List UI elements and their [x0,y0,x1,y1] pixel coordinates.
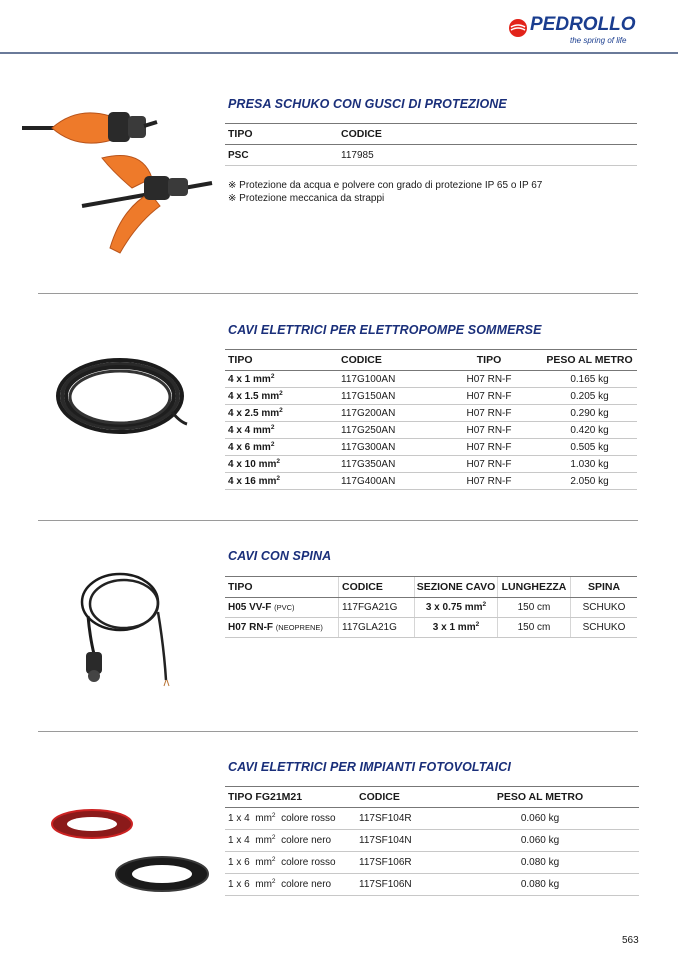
cell-lunghezza: 150 cm [498,618,571,638]
cell-peso: 0.080 kg [441,852,639,874]
cell-tipo [225,808,356,830]
cell-peso: 0.290 kg [542,405,637,422]
cell-tipo-cavo: H07 RN-F [436,456,542,473]
cable-size: 1 x 6 mm [228,857,272,868]
cable-unit: mm [258,475,277,487]
cable-unit: mm [261,390,280,402]
cable-unit-exp: 2 [271,812,276,819]
cell-peso: 0.060 kg [441,830,639,852]
section-value: 3 x 0.75 mm [425,602,483,613]
note-item: ※ Protezione meccanica da strappi [228,193,385,204]
cable-with-plug-image [72,568,182,688]
cable-unit: mm [258,458,277,470]
table-row [225,852,639,874]
table-row [225,874,639,896]
cable-color: colore nero [281,835,332,846]
cell-peso: 1.030 kg [542,456,637,473]
cable-unit-exp: 2 [276,457,281,465]
table-row [225,473,637,490]
cell-tipo [225,618,339,638]
brand-name: PEDROLLO [530,14,636,35]
table-row [225,422,637,439]
schuko-plug-image [22,88,222,258]
photovoltaic-cables-table: TIPO FG21M21 CODICE PESO AL METRO 1 x 4 $mm^2$ colore rosso 117SF104R 0.060 kg 1 x 4 $mm^2$ colore nero 117SF104N 0.060 kg 1 x 6 $mm^2$ colore rosso 117SF106R 0.080 kg 1 x 6 $mm^2$ colore nero 117SF106N 0.080 kg [225,786,639,896]
cell-codice: 117SF104N [356,830,441,852]
col-header-codice: CODICE [338,124,637,145]
section-title-photovoltaic-cables: CAVI ELETTRICI PER IMPIANTI FOTOVOLTAICI [228,760,511,774]
cell-spina: SCHUKO [571,618,638,638]
cell-peso: 0.420 kg [542,422,637,439]
cable-size: 4 x 4 [228,424,251,436]
cell-tipo-cavo: H07 RN-F [436,405,542,422]
coiled-cable-image [52,352,192,442]
cell-tipo [225,439,338,456]
section-title-cables-with-plug: CAVI CON SPINA [228,549,332,563]
cable-unit-exp: 2 [270,423,275,431]
page-number: 563 [622,935,639,946]
cell-tipo [225,405,338,422]
cable-size: 4 x 1 [228,373,251,385]
cable-unit-exp: 2 [279,406,283,414]
pedrollo-logo-icon [508,18,528,38]
cell-codice: 117GLA21G [339,618,415,638]
cell-peso: 0.165 kg [542,371,637,388]
cell-tipo [225,473,338,490]
cell-codice: 117G150AN [338,388,436,405]
cable-size: 4 x 10 [228,458,256,470]
cell-peso: 0.205 kg [542,388,637,405]
cable-size: 4 x 16 [228,475,256,487]
cell-tipo [225,874,356,896]
cell-tipo [225,388,338,405]
cell-tipo-cavo: H07 RN-F [436,388,542,405]
cable-size: 1 x 4 mm [228,835,272,846]
section-value: 3 x 1 mm [432,622,476,633]
cable-unit-exp: 2 [271,856,276,863]
cable-unit: mm [253,424,271,436]
cable-size: 1 x 4 mm [228,813,272,824]
cable-size: 1 x 6 mm [228,879,272,890]
header-divider [0,52,678,54]
cell-peso: 0.060 kg [441,808,639,830]
brand-logo [508,14,648,50]
cell-codice: 117G350AN [338,456,436,473]
schuko-notes [228,179,542,205]
submersible-cables-table: TIPO CODICE TIPO PESO AL METRO 4 x 1 $mm^2$ 117G100AN H07 RN-F 0.165 kg 4 x 1.5 $mm^2$ 117G150AN H07 RN-F 0.205 kg 4 x 2.5 $mm^2$ 117G200AN H07 RN-F 0.290 kg 4 x 4 $mm^2$ 117G250AN H07 RN-F 0.420 kg 4 x 6 $mm^2$ 117G300AN H07 RN-F 0.505 kg 4 x 10 $mm^2$ 117G350AN H07 RN-F 1.030 kg 4 x 16 $mm^2$ 117G400AN H07 RN-F 2.050 kg [225,349,637,490]
cell-codice: 117FGA21G [339,598,415,618]
cable-color: colore rosso [281,857,336,868]
schuko-table [225,123,637,166]
cable-type: H05 VV-F [228,602,272,613]
cable-unit-exp: 2 [276,474,281,482]
cable-material: (PVC) [274,603,295,612]
cell-codice: 117G200AN [338,405,436,422]
note-item: ※ Protezione da acqua e polvere con grado di protezione IP 65 o IP 67 [228,180,543,191]
cell-tipo [225,852,356,874]
cell-sezione [415,618,498,638]
cell-peso: 2.050 kg [542,473,637,490]
cell-tipo [225,830,356,852]
cell-codice: 117G300AN [338,439,436,456]
cable-unit: mm [253,373,271,385]
cable-unit-exp: 2 [271,878,276,885]
cables-with-plug-table: TIPO CODICE SEZIONE CAVO LUNGHEZZA SPINA H05 VV-F (PVC) 117FGA21G 3 x 0.75 $mm^2$ 150 cm SCHUKO H07 RN-F (NEOPRENE) 117GLA21G 3 x 1 $mm^2$ 150 cm SCHUKO [225,576,637,638]
cable-unit-exp: 2 [270,440,275,448]
cell-sezione [415,598,498,618]
cell-tipo [225,456,338,473]
table-row [225,598,637,618]
cable-size: 4 x 2.5 [228,407,259,419]
cell-peso: 0.505 kg [542,439,637,456]
cell-tipo [225,422,338,439]
cable-unit-exp: 2 [270,372,275,380]
cell-codice: 117SF106N [356,874,441,896]
cell-tipo-cavo: H07 RN-F [436,473,542,490]
cell-codice: 117G400AN [338,473,436,490]
cable-type: H07 RN-F [228,622,274,633]
cell-peso: 0.080 kg [441,874,639,896]
photovoltaic-cable-coils-image [50,800,220,900]
table-row [225,405,637,422]
cable-color: colore nero [281,879,332,890]
section-divider [38,731,638,732]
brand-tagline: the spring of life [570,36,627,45]
section-title-submersible-cables: CAVI ELETTRICI PER ELETTROPOMPE SOMMERSE [228,323,542,337]
cable-unit-exp: 2 [271,834,276,841]
section-title-schuko: PRESA SCHUKO CON GUSCI DI PROTEZIONE [228,97,507,111]
cell-codice: 117SF106R [356,852,441,874]
section-exp: 2 [482,601,487,608]
cell-tipo-cavo: H07 RN-F [436,371,542,388]
cell-lunghezza: 150 cm [498,598,571,618]
cell-codice: 117G250AN [338,422,436,439]
section-exp: 2 [475,621,480,628]
table-row [225,456,637,473]
cell-spina: SCHUKO [571,598,638,618]
section-divider [38,520,638,521]
col-header-tipo: TIPO [225,124,338,145]
section-divider [38,293,638,294]
cell-codice: 117G100AN [338,371,436,388]
table-row: PSC 117985 [225,145,637,166]
table-row [225,830,639,852]
cable-material: (NEOPRENE) [275,623,323,632]
cable-unit: mm [261,407,280,419]
cell-tipo-cavo: H07 RN-F [436,422,542,439]
cable-size: 4 x 6 [228,441,251,453]
cable-unit: mm [253,441,271,453]
cable-unit-exp: 2 [279,389,283,397]
cell-codice: 117SF104R [356,808,441,830]
cable-color: colore rosso [281,813,336,824]
cell-tipo [225,371,338,388]
table-row [225,808,639,830]
table-row [225,388,637,405]
table-row [225,439,637,456]
cell-tipo [225,598,339,618]
table-row [225,618,637,638]
table-row [225,371,637,388]
cable-size: 4 x 1.5 [228,390,259,402]
cell-tipo-cavo: H07 RN-F [436,439,542,456]
